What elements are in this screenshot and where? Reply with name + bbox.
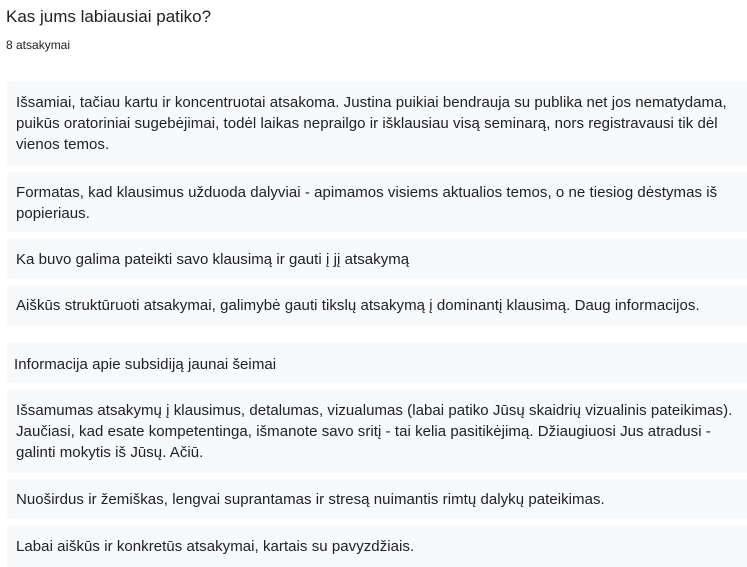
response-card [7, 525, 747, 567]
response-card [7, 172, 747, 232]
response-text: Išsamumas atsakymų į klausimus, detalumas, vizualumas (labai patiko Jūsų skaidrių vizualinis pateikimas). Jaučiasi, kad esate kompetentinga, išmanote savo sritį - tai kelia pasitikėjimą. Džiaugiuosi Jus atradusi - galinti mokytis iš Jūsų. Ačiū. [16, 402, 733, 461]
question-title: Kas jums labiausiai patiko? [6, 7, 212, 26]
response-count: 8 atsakymai [6, 38, 71, 52]
response-card [7, 81, 747, 166]
response-text: Informacija apie subsidiją jaunai šeimai [14, 356, 277, 373]
response-card [7, 389, 747, 473]
response-text: Išsamiai, tačiau kartu ir koncentruotai atsakoma. Justina puikiai bendrauja su publika net jos nematydama, puikūs oratoriniai sugebėjimai, todėl laikas neprailgo ir išklausiau visą seminarą, nors registravausi tik dėl vienos temos. [16, 94, 727, 153]
response-card [7, 239, 747, 279]
response-card [7, 285, 747, 326]
response-text: Aiškūs struktūruoti atsakymai, galimybė gauti tikslų atsakymą į dominantį klausimą. Daug informacijos. [16, 297, 700, 314]
response-card [7, 479, 747, 519]
response-text: Ka buvo galima pateikti savo klausimą ir gauti į jį atsakymą [16, 251, 410, 268]
response-text: Nuoširdus ir žemiškas, lengvai suprantamas ir stresą nuimantis rimtų dalykų pateikimas. [16, 491, 605, 508]
response-text: Labai aiškūs ir konkretūs atsakymai, kartais su pavyzdžiais. [16, 538, 415, 555]
response-text: Formatas, kad klausimus užduoda dalyviai - apimamos visiems aktualios temos, o ne tiesiog dėstymas iš popieriaus. [16, 184, 718, 222]
response-card [7, 343, 747, 383]
